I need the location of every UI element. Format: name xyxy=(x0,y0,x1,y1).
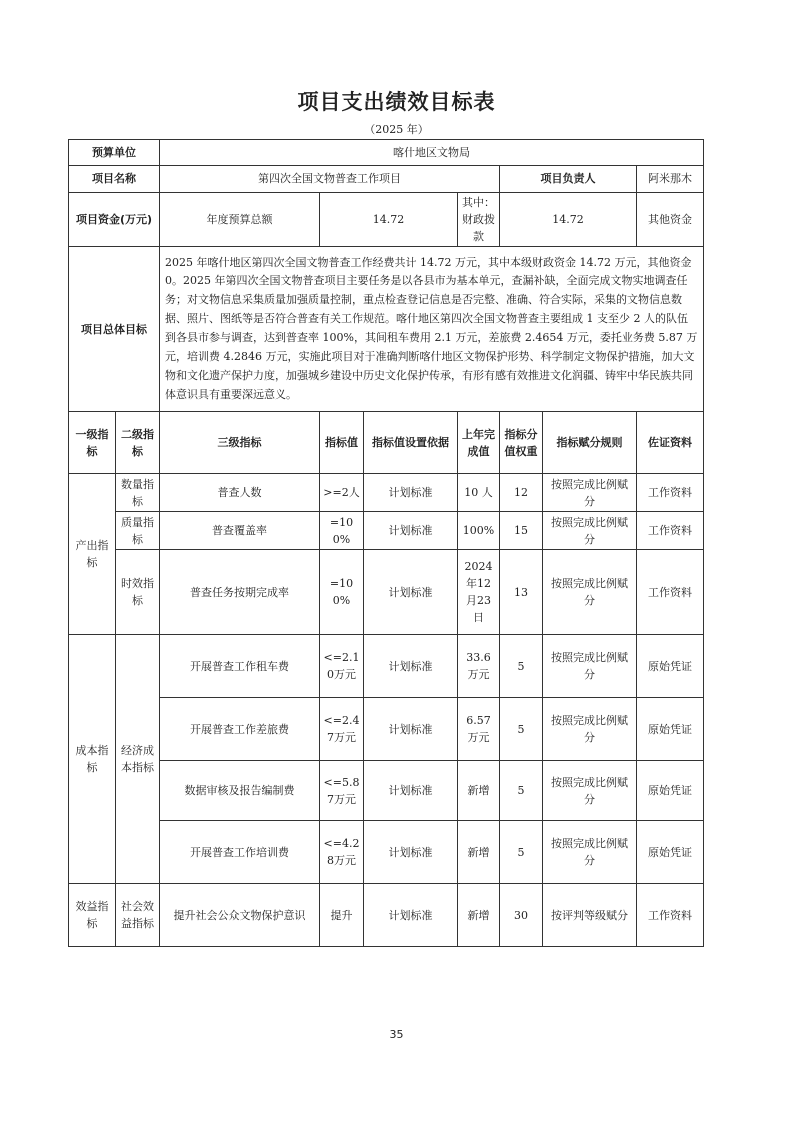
page-title: 项目支出绩效目标表 xyxy=(297,90,496,114)
row-value: >=2人 xyxy=(320,474,364,512)
project-leader-value: 阿米那木 xyxy=(637,166,704,193)
table-row xyxy=(69,821,704,884)
row-value: 提升 xyxy=(320,884,364,947)
row-basis: 计划标准 xyxy=(364,884,458,947)
row-rule: 按照完成比例赋分 xyxy=(543,821,637,884)
subgroup-quality: 质量指标 xyxy=(116,512,160,550)
funds-row xyxy=(69,193,704,247)
table-row xyxy=(69,550,704,635)
table-row xyxy=(69,884,704,947)
row-rule: 按评判等级赋分 xyxy=(543,884,637,947)
row-evidence: 原始凭证 xyxy=(637,761,704,821)
row-rule: 按照完成比例赋分 xyxy=(543,761,637,821)
row-value: <=2.10万元 xyxy=(320,635,364,698)
row-rule: 按照完成比例赋分 xyxy=(543,550,637,635)
col-level3: 三级指标 xyxy=(160,412,320,474)
row-last: 33.6万元 xyxy=(458,635,500,698)
project-name-value: 第四次全国文物普查工作项目 xyxy=(160,166,500,193)
row-basis: 计划标准 xyxy=(364,698,458,761)
other-funds-label: 其他资金 xyxy=(637,193,704,247)
col-weight: 指标分值权重 xyxy=(500,412,543,474)
row-evidence: 工作资料 xyxy=(637,884,704,947)
table-row xyxy=(69,635,704,698)
row-evidence: 工作资料 xyxy=(637,550,704,635)
annual-budget-label: 年度预算总额 xyxy=(160,193,320,247)
row-basis: 计划标准 xyxy=(364,821,458,884)
row-basis: 计划标准 xyxy=(364,474,458,512)
overall-goal-text: 2025 年喀什地区第四次全国文物普查工作经费共计 14.72 万元，其中本级财政资金 14.72 万元，其他资金 0。2025 年第四次全国文物普查项目主要任务是以各县市为基本单元，查漏补缺，全面完成文物实地调查任务；对文物信息采集质量加强质量控制，重点检查登记信息是否完整、准确、符合实际，采集的文物信息数据、照片、图纸等是否符合普查有关工作规范。喀什地区第四次全国文物普查主要组成 1 支至少 2 人的队伍到各县市参与调查，达到普查率 100%，其间租车费用 2.1 万元，差旅费 2.4654 万元，委托业务费 5.87 万元，培训费 4.2846 万元，实施此项目对于准确判断喀什地区文物保护形势、科学制定文物保护措施，加大文物和文化遗产保护力度，加强城乡建设中历史文化保护传承，有形有感有效推进文化润疆、铸牢中华民族共同体意识具有重要深远意义。 xyxy=(160,247,704,412)
group-cost: 成本指标 xyxy=(69,635,116,884)
table-row xyxy=(69,474,704,512)
row-name: 提升社会公众文物保护意识 xyxy=(160,884,320,947)
fiscal-label: 其中：财政拨款 xyxy=(458,193,500,247)
row-name: 普查覆盖率 xyxy=(160,512,320,550)
row-weight: 30 xyxy=(500,884,543,947)
row-last: 2024年12月23日 xyxy=(458,550,500,635)
row-name: 数据审核及报告编制费 xyxy=(160,761,320,821)
project-leader-label: 项目负责人 xyxy=(500,166,637,193)
project-name-row xyxy=(69,166,704,193)
row-rule: 按照完成比例赋分 xyxy=(543,512,637,550)
row-value: =100% xyxy=(320,550,364,635)
performance-table xyxy=(68,139,704,947)
row-weight: 15 xyxy=(500,512,543,550)
row-value: <=5.87万元 xyxy=(320,761,364,821)
col-value: 指标值 xyxy=(320,412,364,474)
row-evidence: 工作资料 xyxy=(637,512,704,550)
row-rule: 按照完成比例赋分 xyxy=(543,474,637,512)
row-evidence: 工作资料 xyxy=(637,474,704,512)
row-last: 新增 xyxy=(458,821,500,884)
table-row xyxy=(69,698,704,761)
column-header-row xyxy=(69,412,704,474)
row-rule: 按照完成比例赋分 xyxy=(543,698,637,761)
col-last-year: 上年完成值 xyxy=(458,412,500,474)
overall-goal-row xyxy=(69,247,704,412)
subgroup-social: 社会效益指标 xyxy=(116,884,160,947)
funds-label: 项目资金(万元) xyxy=(69,193,160,247)
row-weight: 5 xyxy=(500,698,543,761)
row-name: 开展普查工作租车费 xyxy=(160,635,320,698)
subgroup-economic: 经济成本指标 xyxy=(116,635,160,884)
col-basis: 指标值设置依据 xyxy=(364,412,458,474)
budget-unit-label: 预算单位 xyxy=(69,140,160,166)
col-level1: 一级指标 xyxy=(69,412,116,474)
row-name: 开展普查工作培训费 xyxy=(160,821,320,884)
group-output: 产出指标 xyxy=(69,474,116,635)
row-evidence: 原始凭证 xyxy=(637,635,704,698)
row-weight: 5 xyxy=(500,761,543,821)
row-weight: 5 xyxy=(500,635,543,698)
page-number: 35 xyxy=(389,1028,404,1041)
row-weight: 12 xyxy=(500,474,543,512)
row-last: 新增 xyxy=(458,884,500,947)
row-name: 普查任务按期完成率 xyxy=(160,550,320,635)
col-level2: 二级指标 xyxy=(116,412,160,474)
row-name: 普查人数 xyxy=(160,474,320,512)
subgroup-timeliness: 时效指标 xyxy=(116,550,160,635)
row-name: 开展普查工作差旅费 xyxy=(160,698,320,761)
project-name-label: 项目名称 xyxy=(69,166,160,193)
table-row xyxy=(69,512,704,550)
row-basis: 计划标准 xyxy=(364,635,458,698)
row-value: <=2.47万元 xyxy=(320,698,364,761)
table-row xyxy=(69,761,704,821)
fiscal-value: 14.72 xyxy=(500,193,637,247)
row-rule: 按照完成比例赋分 xyxy=(543,635,637,698)
annual-budget-value: 14.72 xyxy=(320,193,458,247)
row-evidence: 原始凭证 xyxy=(637,821,704,884)
row-value: <=4.28万元 xyxy=(320,821,364,884)
group-benefit: 效益指标 xyxy=(69,884,116,947)
row-value: =100% xyxy=(320,512,364,550)
col-rule: 指标赋分规则 xyxy=(543,412,637,474)
col-evidence: 佐证资料 xyxy=(637,412,704,474)
row-weight: 13 xyxy=(500,550,543,635)
year-label: （2025 年） xyxy=(364,123,429,136)
row-last: 6.57万元 xyxy=(458,698,500,761)
row-weight: 5 xyxy=(500,821,543,884)
subgroup-quantity: 数量指标 xyxy=(116,474,160,512)
row-basis: 计划标准 xyxy=(364,512,458,550)
row-last: 100% xyxy=(458,512,500,550)
row-last: 10 人 xyxy=(458,474,500,512)
row-basis: 计划标准 xyxy=(364,550,458,635)
row-last: 新增 xyxy=(458,761,500,821)
row-evidence: 原始凭证 xyxy=(637,698,704,761)
row-basis: 计划标准 xyxy=(364,761,458,821)
budget-unit-row xyxy=(69,140,704,166)
overall-goal-label: 项目总体目标 xyxy=(69,247,160,412)
budget-unit-value: 喀什地区文物局 xyxy=(160,140,704,166)
